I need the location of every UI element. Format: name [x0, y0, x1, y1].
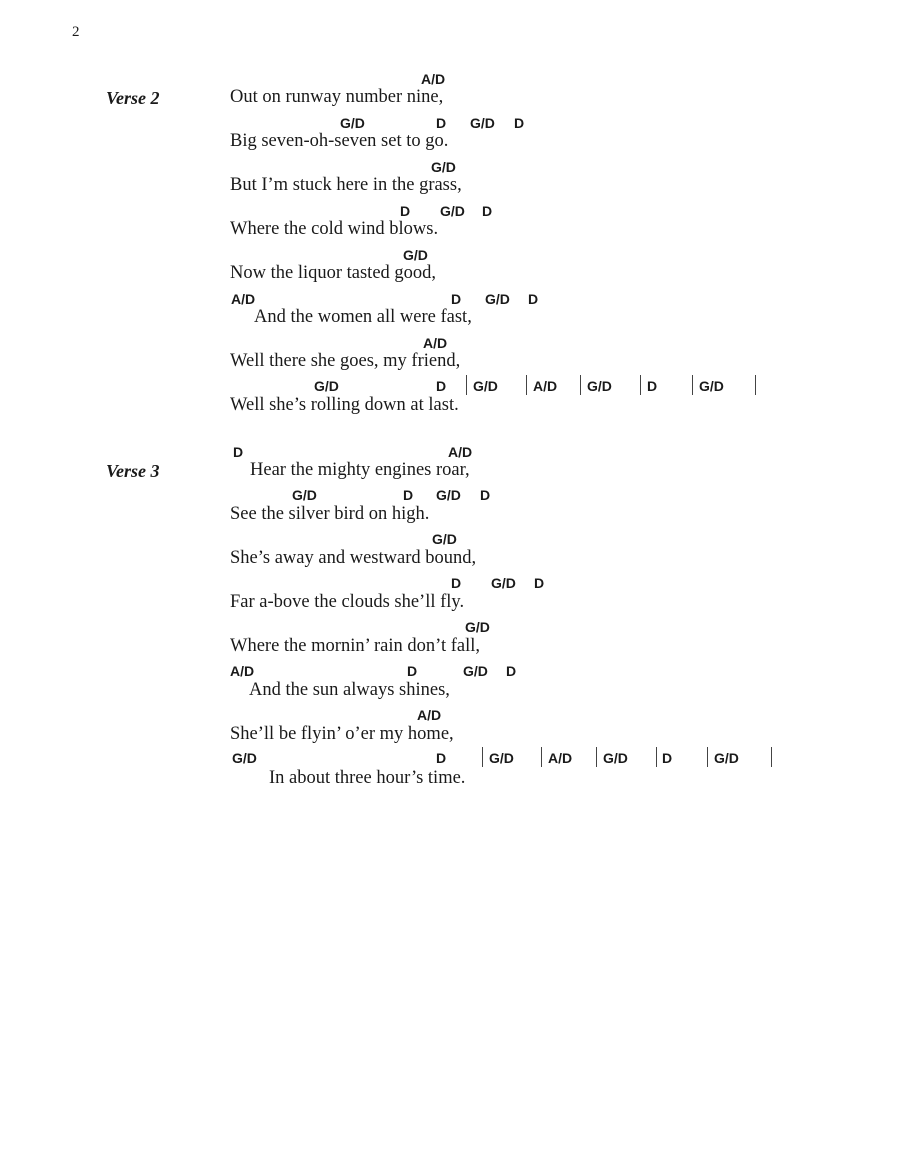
bar-line: [580, 375, 581, 395]
chord: G/D: [489, 750, 514, 766]
bar-line: [755, 375, 756, 395]
chord: D: [400, 203, 411, 219]
chord: A/D: [548, 750, 573, 766]
bar-line: [692, 375, 693, 395]
lyric-line: And the sun always shines,: [249, 680, 450, 700]
chord: D: [534, 575, 545, 591]
chord: G/D: [440, 203, 465, 219]
lyric-line: Where the cold wind blows.: [230, 219, 439, 239]
chord: G/D: [714, 750, 739, 766]
bar-line: [707, 747, 708, 767]
chord: G/D: [470, 115, 495, 131]
chord: D: [233, 444, 244, 460]
chord: D: [514, 115, 525, 131]
chord: A/D: [231, 291, 256, 307]
chord: G/D: [465, 619, 490, 635]
chord: G/D: [463, 663, 488, 679]
chord: D: [647, 378, 658, 394]
chord: A/D: [421, 71, 446, 87]
verse-label: Verse 3: [106, 461, 160, 481]
chord: D: [528, 291, 539, 307]
bar-line: [596, 747, 597, 767]
bar-line: [526, 375, 527, 395]
chord: D: [482, 203, 493, 219]
chord: A/D: [448, 444, 473, 460]
lyric-line: And the women all were fast,: [254, 307, 472, 327]
chord: G/D: [403, 247, 428, 263]
chord: D: [480, 487, 491, 503]
chord: A/D: [417, 707, 442, 723]
bar-line: [656, 747, 657, 767]
chord: A/D: [423, 335, 448, 351]
lyric-line: Now the liquor tasted good,: [230, 263, 437, 283]
chord: G/D: [491, 575, 516, 591]
lyric-line: Well she’s rolling down at last.: [230, 395, 459, 415]
lyric-line: Hear the mighty engines roar,: [250, 460, 470, 480]
lyric-line: Out on runway number nine,: [230, 87, 444, 107]
lyric-line: She’ll be flyin’ o’er my home,: [230, 724, 454, 744]
chord: D: [451, 575, 462, 591]
page-number: 2: [72, 24, 80, 40]
chord: G/D: [473, 378, 498, 394]
bar-line: [771, 747, 772, 767]
chord: G/D: [699, 378, 724, 394]
bar-line: [541, 747, 542, 767]
chord: G/D: [432, 531, 457, 547]
lyric-line: Far a-bove the clouds she’ll fly.: [230, 592, 465, 612]
chord: G/D: [431, 159, 456, 175]
bar-line: [482, 747, 483, 767]
chord: D: [662, 750, 673, 766]
lyric-line: She’s away and westward bound,: [230, 548, 477, 568]
chord: G/D: [603, 750, 628, 766]
chord: A/D: [230, 663, 255, 679]
chord: D: [403, 487, 414, 503]
lyric-line: In about three hour’s time.: [269, 768, 466, 788]
lyric-line: Where the mornin’ rain don’t fall,: [230, 636, 481, 656]
chord: D: [436, 378, 447, 394]
lyric-line: Big seven-oh-seven set to go.: [230, 131, 449, 151]
lyric-line: Well there she goes, my friend,: [230, 351, 461, 371]
verse-label: Verse 2: [106, 88, 160, 108]
chord: G/D: [232, 750, 257, 766]
chord: G/D: [436, 487, 461, 503]
bar-line: [466, 375, 467, 395]
chord: G/D: [340, 115, 365, 131]
lyric-line: See the silver bird on high.: [230, 504, 430, 524]
chord: G/D: [485, 291, 510, 307]
chord: G/D: [587, 378, 612, 394]
chord: G/D: [314, 378, 339, 394]
bar-line: [640, 375, 641, 395]
chord: D: [506, 663, 517, 679]
chord: D: [436, 115, 447, 131]
chord: D: [407, 663, 418, 679]
lyric-line: But I’m stuck here in the grass,: [230, 175, 462, 195]
chord: D: [451, 291, 462, 307]
chord: G/D: [292, 487, 317, 503]
chord: A/D: [533, 378, 558, 394]
chord: D: [436, 750, 447, 766]
